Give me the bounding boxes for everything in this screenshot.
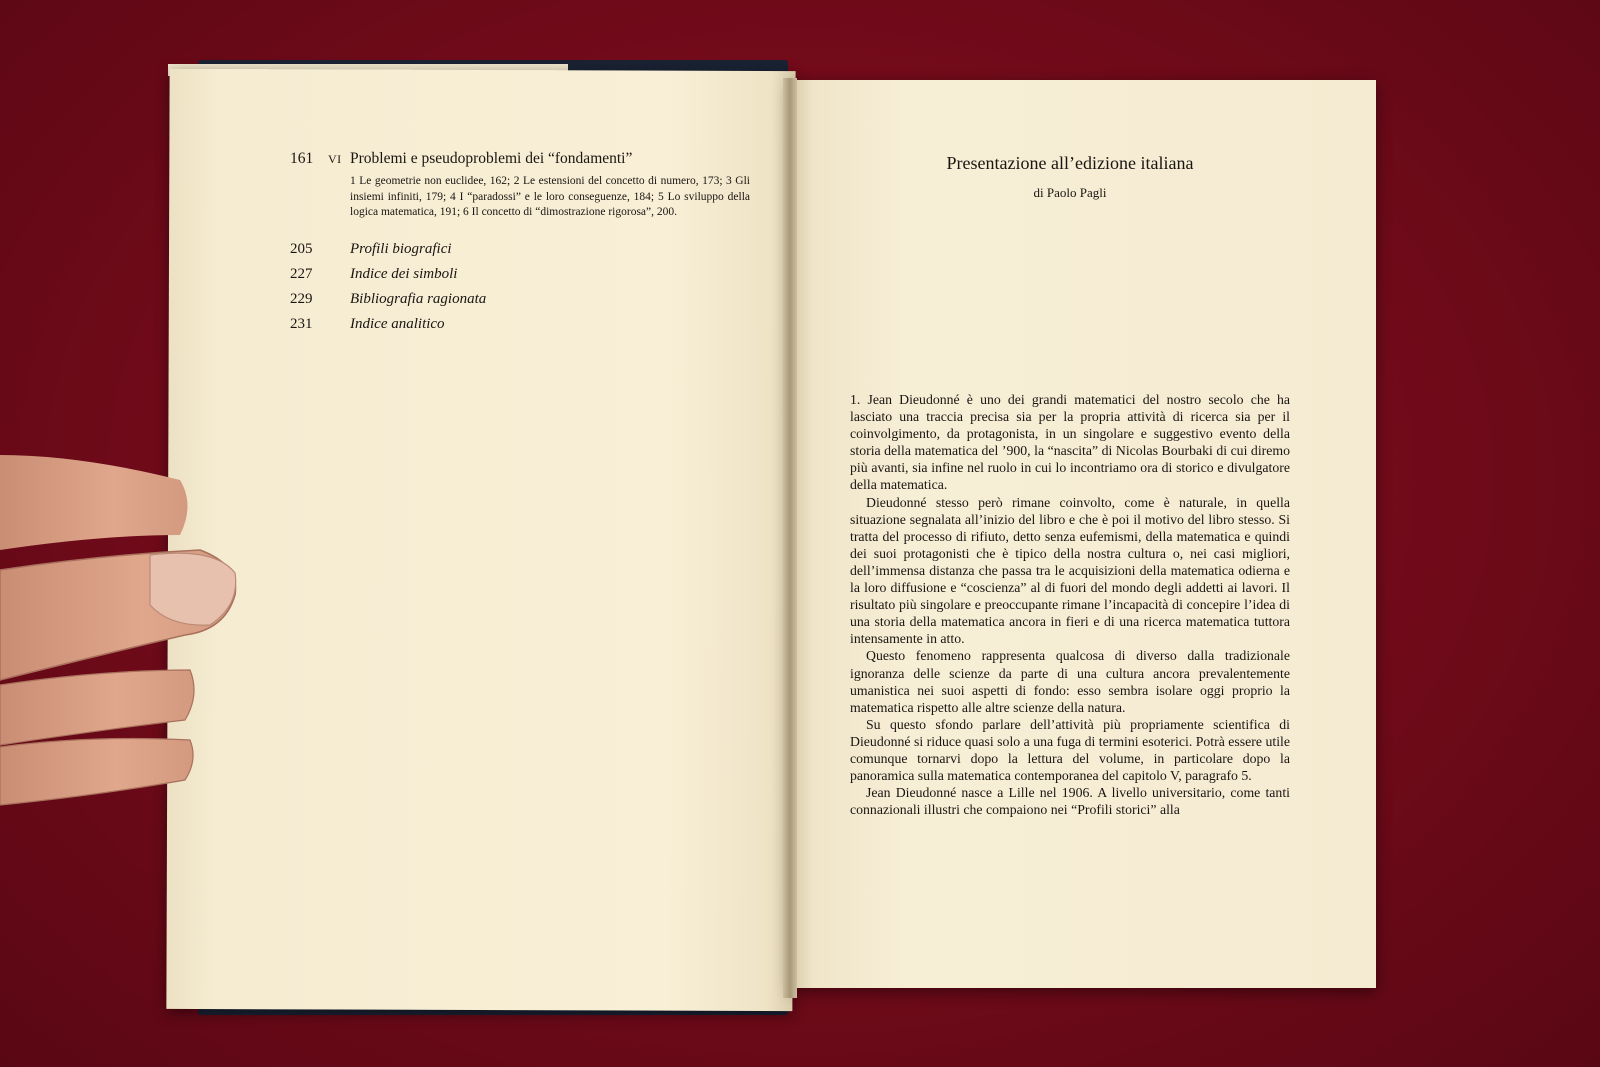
toc-subsections: 1 Le geometrie non euclidee, 162; 2 Le estensioni del concetto di numero, 173; 3 Gli insiemi infiniti, 179; 4 I “paradossi” e le loro conseguenze, 184; 5 Lo sviluppo della logica matematica, 191; 6 Il concetto di “dimostrazione rigorosa”, 200. (350, 175, 750, 218)
finger-ring (0, 670, 194, 745)
hand (0, 455, 260, 815)
toc-item-number: 229 (290, 290, 313, 307)
toc-chapter-title: Problemi e pseudoproblemi dei “fondamenti” (350, 150, 633, 167)
toc-item (290, 287, 750, 312)
toc-page-number: 161 (290, 150, 314, 167)
toc-item-number: 227 (290, 265, 313, 282)
toc-main-entry (290, 150, 750, 168)
paragraph: Jean Dieudonné nasce a Lille nel 1906. A livello universitario, come tanti connazionali illustri che compaiono nei “Profili storici” alla (850, 785, 1290, 818)
toc-item-number: 205 (290, 240, 313, 257)
toc-item-title: Bibliografia ragionata (350, 290, 487, 307)
thumb-nail (150, 553, 236, 625)
toc-item (290, 312, 750, 337)
table-of-contents (290, 150, 750, 337)
body-text (850, 391, 1290, 818)
paragraph: Su questo sfondo parlare dell’attività più propriamente scientifica di Dieudonné si riduce quasi solo a una fuga di termini esoterici. Potrà essere utile comunque tornarvi dopo la lettura del volume, in particolare dopo la panoramica sulla matematica contemporanea del capitolo V, paragrafo 5. (850, 716, 1290, 784)
toc-item-title: Indice analitico (350, 315, 445, 332)
chapter-author: di Paolo Pagli (1033, 185, 1107, 200)
paragraph: Dieudonné stesso però rimane coinvolto, come è naturale, in quella situazione segnalata all’inizio del libro e che è poi il motivo del libro stesso. Si tratta del processo di rifiuto, detto senza eufemismi, della matematica e quindi dei suoi protagonisti che è tipico della nostra cultura o, nei casi migliori, dell’immensa distanza che passa tra le acquisizioni della matematica odierna e la loro diffusione e “coscienza” al di fuori del mondo degli addetti ai lavori. Il risultato più singolare e preoccupante rimane l’incapacità di concepire l’idea di una storia della matematica ancora in fieri e di una ricerca matematica tuttora intensamente in atto. (850, 494, 1290, 647)
finger-index (0, 455, 188, 550)
toc-item-number: 231 (290, 315, 313, 332)
toc-item (290, 237, 750, 262)
toc-list (290, 237, 750, 337)
finger-little (0, 739, 193, 805)
toc-item-title: Indice dei simboli (350, 265, 458, 282)
book-gutter (783, 78, 797, 998)
toc-item-title: Profili biografici (350, 240, 452, 257)
paragraph: Questo fenomeno rappresenta qualcosa di diverso dalla tradizionale ignoranza delle scienze da parte di una cultura ancora prevalentemente umanistica nei suoi aspetti di fondo: esso sembra isolare oggi proprio la matematica rispetto alle altre scienze della natura. (850, 648, 1290, 715)
toc-chapter-roman: VI (328, 152, 342, 166)
toc-item (290, 262, 750, 287)
chapter-title: Presentazione all’edizione italiana (946, 153, 1194, 173)
paragraph: 1. Jean Dieudonné è uno dei grandi matematici del nostro secolo che ha lasciato una traccia precisa sia per la propria attività di ricerca sia per il coinvolgimento, da protagonista, in un singolare e suggestivo evento della storia della matematica del ’900, la “nascita” di Nicolas Bourbaki di cui diremo più avanti, sia infine nel ruolo in cui lo incontriamo ora di storico e divulgatore della matematica. (850, 392, 1290, 493)
